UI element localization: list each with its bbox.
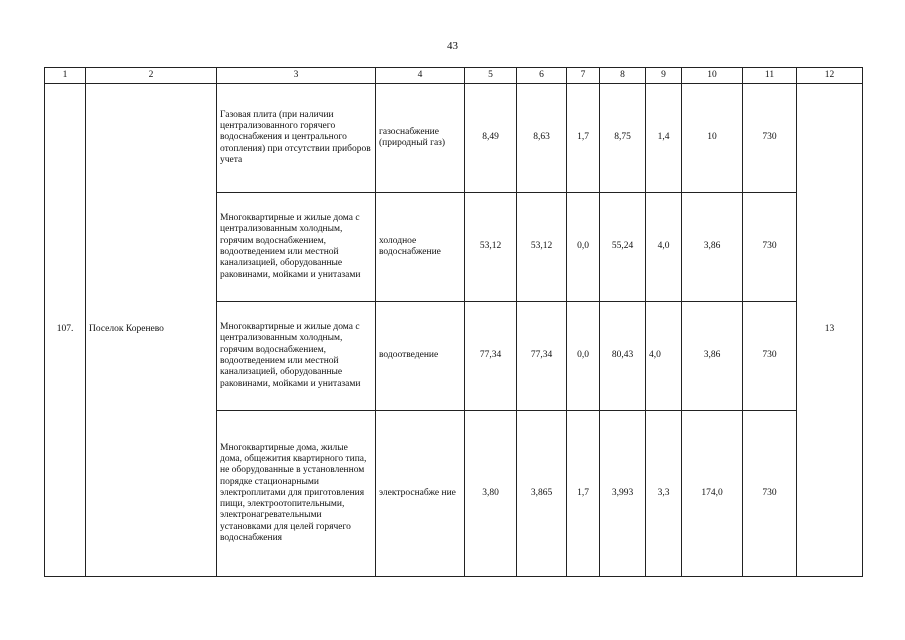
value-col10: 3,86 (682, 193, 743, 302)
header-cell: 12 (797, 68, 863, 84)
value-col8: 3,993 (600, 411, 646, 577)
header-cell: 6 (517, 68, 567, 84)
value-col7: 1,7 (567, 411, 600, 577)
value-col6: 8,63 (517, 84, 567, 193)
header-cell: 8 (600, 68, 646, 84)
header-cell: 3 (217, 68, 376, 84)
value-col6: 53,12 (517, 193, 567, 302)
value-col5: 8,49 (465, 84, 517, 193)
value-col7: 0,0 (567, 302, 600, 411)
value-col9: 4,0 (646, 193, 682, 302)
service-type: газоснабжение (природный газ) (376, 84, 465, 193)
value-col11: 730 (743, 411, 797, 577)
value-col6: 77,34 (517, 302, 567, 411)
consumer-description: Многоквартирные дома, жилые дома, общежития квартирного типа, не оборудованные в установленном порядке стационарными электроплитами для приготовления пищи, электроотопительными, электронагревательными установками для целей горячего водоснабжения (217, 411, 376, 577)
header-cell: 2 (86, 68, 217, 84)
header-cell: 5 (465, 68, 517, 84)
consumer-description: Многоквартирные и жилые дома с централизованным холодным, горячим водоснабжением, водоотведением или местной канализацией, оборудованные раковинами, мойками и унитазами (217, 193, 376, 302)
tariff-table (44, 67, 863, 577)
header-row (45, 68, 863, 84)
value-col10: 3,86 (682, 302, 743, 411)
value-col5: 77,34 (465, 302, 517, 411)
table-row (45, 84, 863, 193)
row-index: 107. (45, 84, 86, 577)
value-col11: 730 (743, 302, 797, 411)
value-col11: 730 (743, 84, 797, 193)
header-cell: 1 (45, 68, 86, 84)
value-col8: 55,24 (600, 193, 646, 302)
value-col11: 730 (743, 193, 797, 302)
value-col12: 13 (797, 84, 863, 577)
service-type: водоотведение (376, 302, 465, 411)
header-cell: 4 (376, 68, 465, 84)
value-col5: 53,12 (465, 193, 517, 302)
value-col7: 1,7 (567, 84, 600, 193)
value-col9: 4,0 (646, 302, 682, 411)
header-cell: 11 (743, 68, 797, 84)
service-type: электроснабже ние (376, 411, 465, 577)
value-col6: 3,865 (517, 411, 567, 577)
value-col8: 8,75 (600, 84, 646, 193)
value-col10: 10 (682, 84, 743, 193)
locality-name: Поселок Коренево (86, 84, 217, 577)
header-cell: 10 (682, 68, 743, 84)
consumer-description: Многоквартирные и жилые дома с централизованным холодным, горячим водоснабжением, водоотведением или местной канализацией, оборудованные раковинами, мойками и унитазами (217, 302, 376, 411)
page-number: 43 (447, 40, 458, 52)
consumer-description: Газовая плита (при наличии централизованного горячего водоснабжения и центрального отопления) при отсутствии приборов учета (217, 84, 376, 193)
service-type: холодное водоснабжение (376, 193, 465, 302)
value-col9: 3,3 (646, 411, 682, 577)
value-col8: 80,43 (600, 302, 646, 411)
value-col9: 1,4 (646, 84, 682, 193)
value-col10: 174,0 (682, 411, 743, 577)
header-cell: 7 (567, 68, 600, 84)
value-col7: 0,0 (567, 193, 600, 302)
value-col5: 3,80 (465, 411, 517, 577)
header-cell: 9 (646, 68, 682, 84)
